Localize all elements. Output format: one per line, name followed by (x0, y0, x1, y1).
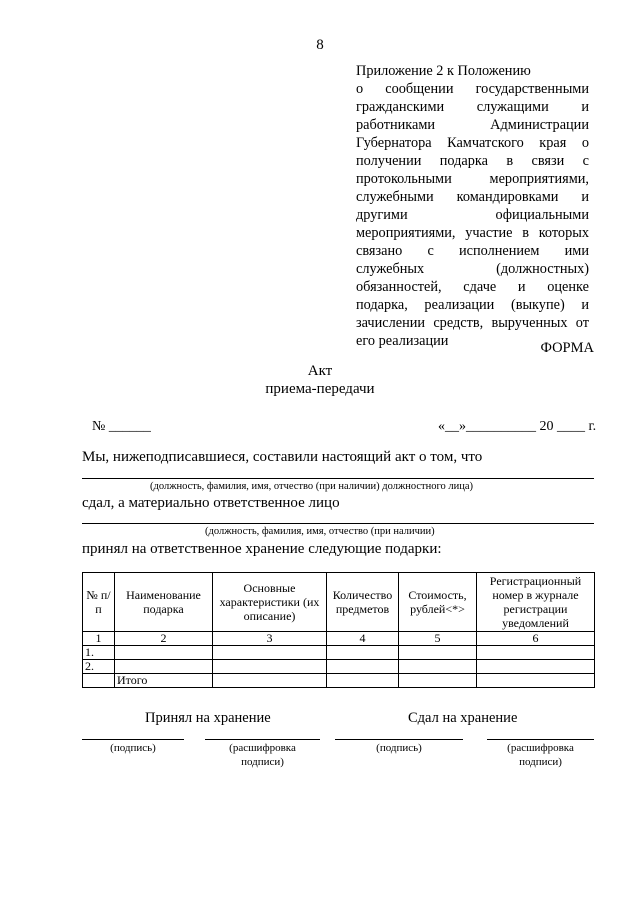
gifts-table (82, 572, 595, 688)
form-label: ФОРМА (540, 340, 594, 356)
act-title: Акт (307, 363, 333, 379)
row-number: 2. (83, 660, 115, 674)
table-row (83, 660, 595, 674)
handed-text: сдал, а материально ответственное лицо (82, 495, 340, 511)
decoding-line (205, 739, 320, 740)
total-label: Итого (115, 674, 213, 688)
total-row (83, 674, 595, 688)
handed-signature-title: Сдал на хранение (408, 710, 518, 726)
number-field: № ______ (92, 419, 151, 434)
act-subtitle: приема-передачи (265, 381, 375, 397)
accepted-signature-title: Принял на хранение (145, 710, 271, 726)
decoding-caption: (расшифровка подписи) (507, 742, 574, 768)
signature-line (335, 739, 463, 740)
signature-caption: (подпись) (376, 742, 422, 754)
column-number: 6 (477, 632, 595, 646)
header-cell: Регистрационный номер в журнале регистрации уведомлений (477, 573, 595, 632)
column-number: 1 (83, 632, 115, 646)
date-field: «__»__________ 20 ____ г. (438, 419, 597, 434)
decoding-caption: (расшифровка подписи) (229, 742, 296, 768)
column-number: 2 (115, 632, 213, 646)
official-blank-line (82, 478, 594, 479)
appendix-title: Приложение 2 к Положению (356, 63, 531, 79)
decoding-line (487, 739, 594, 740)
caption-person: (должность, фамилия, имя, отчество (при наличии) (205, 526, 435, 537)
signature-caption: (подпись) (110, 742, 156, 754)
signature-line (82, 739, 184, 740)
intro-text: Мы, нижеподписавшиеся, составили настоящий акт о том, что (82, 449, 483, 465)
column-number: 5 (399, 632, 477, 646)
caption-official: (должность, фамилия, имя, отчество (при наличии) должностного лица) (150, 481, 474, 492)
column-number-row (83, 632, 595, 646)
accepted-text: принял на ответственное хранение следующие подарки: (82, 541, 442, 557)
table-header-row (83, 573, 595, 632)
header-cell: № п/п (83, 573, 115, 632)
column-number: 3 (213, 632, 327, 646)
header-cell: Основные характеристики (их описание) (213, 573, 327, 632)
row-number: 1. (83, 646, 115, 660)
person-blank-line (82, 523, 594, 524)
table-row (83, 646, 595, 660)
header-cell: Наименование подарка (115, 573, 213, 632)
header-cell: Стоимость, рублей<*> (399, 573, 477, 632)
appendix-text: о сообщении государственными гражданскими служащими и работниками Администрации Губернатора Камчатского края о получении подарка в связи с протокольными мероприятиями, служебными командировками и другими официальными мероприятиями, участие в которых связано с исполнением ими служебных (должностных) обязанностей, сдаче и оценке подарка, реализации (выкупе) и зачислении средств, вырученных от его реализации (356, 81, 589, 349)
header-cell: Количество предметов (327, 573, 399, 632)
column-number: 4 (327, 632, 399, 646)
appendix-block (356, 62, 589, 350)
page-number: 8 (316, 37, 324, 53)
